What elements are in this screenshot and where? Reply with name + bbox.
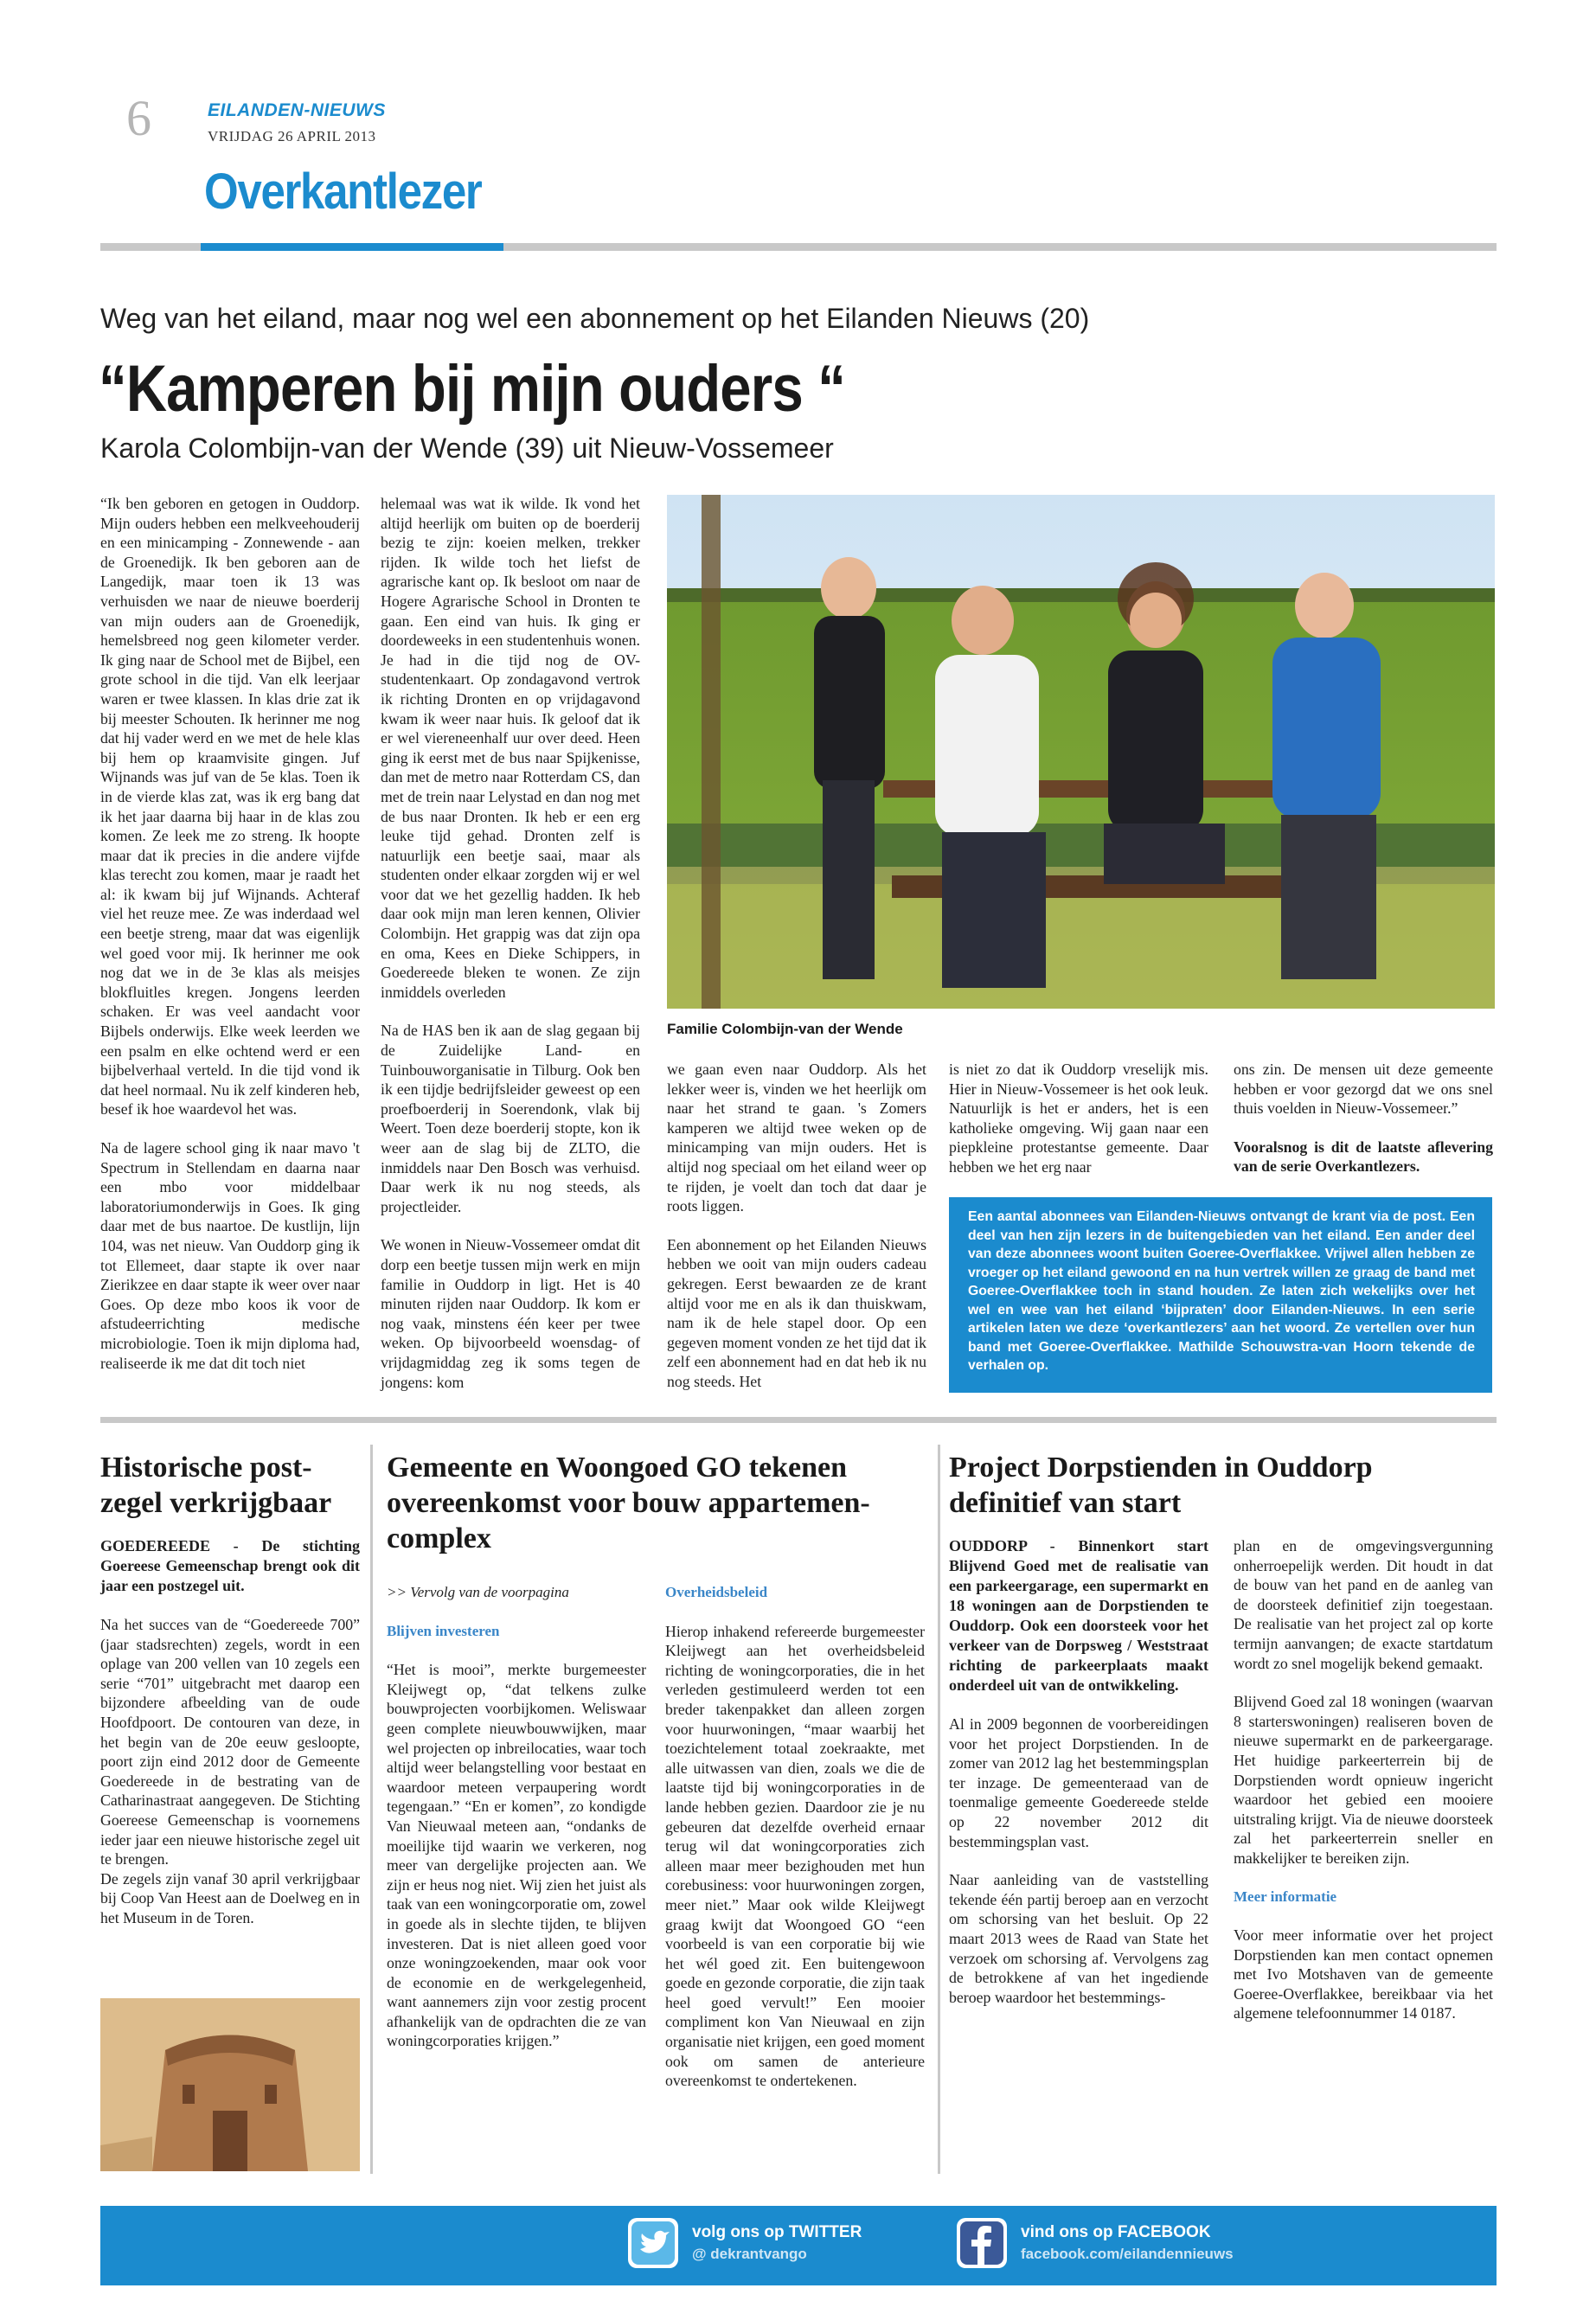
- twitter-handle: @ dekrantvango: [692, 2246, 807, 2262]
- subheading: Blijven investeren: [387, 1622, 500, 1639]
- column-divider: [370, 1445, 373, 2174]
- gemeente-headline: [387, 1450, 932, 1556]
- feature-column-4: [949, 1060, 1208, 1177]
- feature-byline: Karola Colombijn-van der Wende (39) uit Nieuw-Vossemeer: [100, 433, 834, 464]
- paragraph: Een abonnement op het Eilanden Nieuws hebben we ooit van mijn ouders cadeau gekregen. Eerst bewaarden ze de krant altijd voor me en als ik dan thuiskwam, nam ik de hele stapel door. Op een gegeven moment vonden ze het tijd dat ik zelf een abonnement had en dat heb ik nu nog steeds. Het: [667, 1235, 926, 1390]
- column-divider: [938, 1445, 940, 2174]
- paragraph: helemaal was wat ik wilde. Ik vond het altijd heerlijk om buiten op de boerderij bezig te zijn: koeien melken, trekker rijden. Ik wilde toch het liefst de agrarische kant op. Ik besloot om naar de Hogere Agrarische School in Dronten te gaan. Een eind van huis. Ik ging er doordeweeks in een studentenhuis wonen. Je had in die tijd nog de OV-studentenkaart. Op zondagavond vertrok ik richting Dronten en op vrijdagavond kwam ik weer naar huis. Ik geloof dat ik er wel viereneenhalf uur over deed. Heen ging ik eerst met de bus naar Spijkenisse, dan met de metro naar Rotterdam CS, dan met de trein naar Lelystad en dan nog met de bus naar Dronten. Ik heb er een erg leuke tijd gehad. Dronten zelf is natuurlijk een beetje saai, maar als studenten onder elkaar zorgden wij er wel voor dat we het gezellig hadden. Ik heb daar ook mijn man leren kennen, Olivier Colombijn. Het grappig was dat zijn opa en oma, Kees en Dieke Schippers, in Goedereede bleken te wonen. Ze zijn inmiddels overleden: [381, 495, 640, 1001]
- facebook-f-icon: [957, 2218, 1007, 2268]
- series-closing-note: Vooralsnog is dit de laatste aflevering van de serie Overkantlezers.: [1234, 1138, 1493, 1176]
- family-photo-illustration: [667, 495, 1495, 1009]
- project-column-b: [1234, 1536, 1493, 2023]
- article-lead: GOEDEREEDE - De stichting Goereese Gemeenschap brengt ook dit jaar een postzegel uit.: [100, 1537, 360, 1594]
- paragraph: “Het is mooi”, merkte burgemeester Kleijwegt op, “dat telkens zulke bouwprojecten voorbijkomen. Weliswaar geen complete nieuwbouwwijken, maar wel projecten op inbreilocaties, waar toch altijd weer belangstelling voor bestaat en waardoor meteen verpaupering wordt tegengaan.” “En er komen”, zo kondigde Van Nieuwaal meteen aan, “ondanks de moeilijke tijd waarin we verkeren, nog meer van dergelijke projecten aan. We zijn er heus nog niet. Wij zien het juist als taak van een woningcorporatie om, zowel in goede als in slechte tijden, te blijven investeren. Dat is niet alleen goed voor onze woningzoekenden, maar ook voor de economie en de werkgelegenheid, want aannemers zijn voor zestig procent afhankelijk van de opdrachten die ze van woningcorporaties krijgen.”: [387, 1661, 646, 2050]
- paragraph: Voor meer informatie over het project Dorpstienden kan men contact opnemen met Ivo Motshaven van de gemeente Goeree-Overflakkee, bereikbaar via het algemene telefoonnummer 14 0187.: [1234, 1926, 1493, 2022]
- paragraph: We wonen in Nieuw-Vossemeer omdat dit dorp een beetje tussen mijn werk en mijn familie in Ouddorp in ligt. Het is 40 minuten rijden naar Ouddorp. Ik kom er nog vaak, minstens één keer per twee weken. Op bijvoorbeeld woensdag- of vrijdagmiddag zeg ik soms tegen de jongens: kom: [381, 1236, 640, 1391]
- overkantlezer-infobox: [949, 1197, 1492, 1393]
- feature-kicker: Weg van het eiland, maar nog wel een abonnement op het Eilanden Nieuws (20): [100, 303, 1090, 334]
- paragraph: “Ik ben geboren en getogen in Ouddorp. Mijn ouders hebben een melkveehouderij en een minicamping - Zonnewende - aan de Groenedijk. Ik ben geboren aan de Langedijk, maar toen ik 13 was verhuisden we naar de nieuwe boerderij van mijn ouders aan de Groenedijk, hemelsbreed nog geen kilometer verder. Ik ging naar de School met de Bijbel, een grote school in die tijd. Van elk leerjaar waren er twee klassen. In klas drie zat ik bij meester Schouten. Ik herinner me nog dat hij vader werd en we met de hele klas bij hem op kraamvisite gingen. Juf Wijnands was juf van de 5e klas. Toen ik in de vierde klas zat, was ik erg bang dat ik het jaar daarna bij haar in de klas zou komen. Ze leek me zo streng. Ik hoopte maar dat ik precies in die andere vijfde klas terecht zou komen, maar je raadt het al: ik kwam bij juf Wijnands. Achteraf viel het reuze mee. Ze was inderdaad wel een beetje streng, maar dat was eigenlijk wel goed voor mij. Ik herinner me ook nog dat we in de 3e klas als meisjes blokfluitles kregen. Jongens leerden schaken. Er was veel aandacht voor Bijbels onderwijs. Elke week leerden we een psalm en elke ochtend werd er een bijbelverhaal verteld. In die tijd vond ik dat heel normaal. Nu ik zelf kinderen heb, besef ik hoe waardevol het was.: [100, 495, 360, 1118]
- horizontal-divider: [100, 1417, 1497, 1423]
- stamp-headline: [100, 1450, 360, 1521]
- feature-column-2: [381, 494, 640, 1392]
- paragraph: Al in 2009 begonnen de voorbereidingen voor het project Dorpstienden. In de zomer van 2012 lag het bestemmingsplan ter inzage. De gemeenteraad van de toenmalige gemeente Goedereede stelde op 22 november 2012 dit bestemmingsplan vast.: [949, 1715, 1208, 1850]
- headline-line: Gemeente en Woongoed GO tekenen: [387, 1452, 847, 1484]
- facebook-url: facebook.com/eilandennieuws: [1021, 2246, 1234, 2262]
- feature-column-1: [100, 494, 360, 1373]
- headline-line: overeenkomst voor bouw appartemen-: [387, 1487, 870, 1519]
- headline-line: Historische post-: [100, 1452, 312, 1484]
- feature-headline: “Kamperen bij mijn ouders “: [99, 352, 845, 426]
- paragraph: plan en de omgevingsvergunning onherroepelijk werden. Dit houdt in dat de bouw van het pand en de aanleg van de doorsteek definitief zijn toegestaan. De realisatie van het project zal op korte termijn aanvangen; de exacte startdatum wordt zo snel mogelijk bekend gemaakt.: [1234, 1537, 1493, 1672]
- paragraph: we gaan even naar Ouddorp. Als het lekker weer is, vinden we het heerlijk om naar het strand te gaan. 's Zomers kamperen we altijd twee weken op de minicamping van mijn ouders. Het is altijd nog speciaal om het eiland weer op te rijden, je voelt dan toch dat daar je roots liggen.: [667, 1061, 926, 1215]
- paragraph: Na de lagere school ging ik naar mavo 't Spectrum in Stellendam en daarna naar een mbo voor middelbaar laboratoriumonderwijs in Goes. Ik ging daar met de bus naartoe. De kustlijn, lijn 104, was net nieuw. Van Ouddorp ging ik tot Ellemeet, daar stapte ik over naar Zierikzee en daar stapte ik weer over naar Goes. Op deze mbo koos ik voor de afstudeerrichting medische microbiologie. Toen ik mijn diploma had, realiseerde ik me dat dit toch niet: [100, 1139, 360, 1372]
- twitter-link[interactable]: [628, 2218, 888, 2273]
- headline-line: definitief van start: [949, 1487, 1182, 1519]
- paper-name: EILANDEN-NIEUWS: [208, 100, 386, 120]
- feature-column-3: [667, 1060, 926, 1392]
- postage-stamp-photo: [100, 1998, 360, 2171]
- headline-line: zegel verkrijgbaar: [100, 1487, 332, 1519]
- headline-line: Project Dorpstienden in Ouddorp: [949, 1452, 1373, 1484]
- paragraph: Naar aanleiding van de vaststelling tekende één partij beroep aan en verzocht om schorsing van het besluit. Op 22 maart 2013 wees de Raad van State het verzoek om schorsing af. Vervolgens zag de betrokkene af van het ingediende beroep waardoor het bestemmings-: [949, 1871, 1208, 2006]
- twitter-bird-icon: [628, 2218, 678, 2268]
- family-photo: [667, 495, 1495, 1009]
- headline-line: complex: [387, 1522, 491, 1554]
- issue-date: VRIJDAG 26 APRIL 2013: [208, 128, 376, 144]
- hoofdpoort-tower-illustration: [100, 1998, 360, 2171]
- continued-from-front: >> Vervolg van de voorpagina: [387, 1584, 569, 1600]
- facebook-label: vind ons op FACEBOOK: [1021, 2223, 1211, 2241]
- subheading: Overheidsbeleid: [665, 1584, 768, 1600]
- subheading: Meer informatie: [1234, 1888, 1337, 1905]
- twitter-label: volg ons op TWITTER: [692, 2223, 862, 2241]
- gemeente-column-a: [387, 1583, 646, 2051]
- project-headline: [949, 1450, 1494, 1521]
- social-footer-bar: [100, 2206, 1497, 2285]
- page-number: 6: [126, 90, 151, 146]
- feature-column-5: [1234, 1060, 1493, 1176]
- infobox-text: Een aantal abonnees van Eilanden-Nieuws ontvangt de krant via de post. Een deel van hen zijn lezers in de buitengebieden van het eiland. Een ander deel van deze abonnees woont buiten Goeree-Overflakkee. Vrijwel allen hebben ze vroeger op het eiland gewoond en na hun vertrek willen ze graag de band met Goeree-Overflakkee toch in stand houden. Ze laten zich wekelijks over het wel en wee van het eiland ‘bijpraten’ door Eilanden-Nieuws. In een serie artikelen laten we deze ‘overkantlezers’ aan het woord. Ze vertellen over hun band met Goeree-Overflakkee. Mathilde Schouwstra-van Hoorn tekende de verhalen op.: [968, 1209, 1475, 1373]
- paragraph: Na de HAS ben ik aan de slag gegaan bij de Zuidelijke Land- en Tuinbouworganisatie in Tilburg. Ook ben ik een tijdje bedrijfsleider geweest op een proefboerderij in Soerendonk, vlak bij Weert. Toen deze boerderij stopte, kon ik weer aan de slag bij de ZLTO, die inmiddels naar Den Bosch was verhuisd. Daar werk ik nu nog steeds, als projectleider.: [381, 1022, 640, 1215]
- stamp-article-body: [100, 1536, 360, 1928]
- paragraph: Hierop inhakend refereerde burgemeester Kleijwegt aan het overheidsbeleid richting de woningcorporaties, die in het verleden gestimuleerd werden tot een breder takenpakket dan alleen zorgen voor huurwoningen, “maar waarbij het toezichtelement totaal zoekraakte, met alle uitwassen van dien, zoals we die de laatste tijd bij woningcorporaties in de lande hebben gezien. Daardoor zie je nu gebeuren dat dezelfde overheid ernaar terug wil dat woningcorporaties zich alleen maar meer bezighouden met hun corebusiness: voor huurwoningen zorgen, meer niet.” Maar ook wilde Kleijwegt graag kwijt dat Woongoed GO “een voorbeeld is van een corporatie bij wie het wél goed zit. Een buitengewoon goede en gezonde corporatie, die zijn taak heel goed vervult!” Een mooier compliment kon Van Nieuwaal en zijn organisatie niet krijgen, een goed moment ook om samen de anterieure overeenkomst te ondertekenen.: [665, 1622, 925, 2090]
- project-column-a: [949, 1536, 1208, 2007]
- photo-caption: Familie Colombijn-van der Wende: [667, 1021, 903, 1037]
- paragraph: Blijvend Goed zal 18 woningen (waarvan 8 starterswoningen) realiseren boven de nieuwe supermarkt en de parkeergarage. Het huidige parkeerterrein bij de Dorpstienden wordt opnieuw ingericht waardoor het gebied een mooiere uitstraling krijgt. Via de nieuwe doorsteek zal het parkeerterrein sneller en makkelijker te bereiken zijn.: [1234, 1693, 1493, 1867]
- paragraph: ons zin. De mensen uit deze gemeente hebben er voor gezorgd dat we ons snel thuis voelden in Nieuw-Vossemeer.”: [1234, 1061, 1493, 1118]
- paragraph: De zegels zijn vanaf 30 april verkrijgbaar bij Coop Van Heest aan de Doelweg en in het Museum in de Toren.: [100, 1869, 360, 1926]
- section-rule-accent: [201, 243, 503, 251]
- paragraph: Na het succes van de “Goedereede 700” (jaar stadsrechten) zegels, wordt in een oplage van 200 vellen van 10 zegels een serie “701” uitgebracht met daarop een bijzondere afbeelding van de oude Hoofdpoort. De contouren van deze, in het begin van de 20e eeuw gesloopte, poort zijn eind 2012 door de Gemeente Goedereede in de bestrating van de Catharinastraat aangegeven. De Stichting Goereese Gemeenschap is voornemens ieder jaar een nieuwe historische zegel uit te brengen.: [100, 1616, 360, 1868]
- facebook-link[interactable]: [957, 2218, 1268, 2273]
- gemeente-column-b: [665, 1583, 925, 2091]
- section-title: Overkantlezer: [204, 163, 482, 220]
- article-lead: OUDDORP - Binnenkort start Blijvend Goed met de realisatie van een parkeergarage, een supermarkt en 18 woningen aan de Dorpstienden te Ouddorp. Ook een doorsteek voor het verkeer van de Dorpsweg / Weststraat richting de parkeerplaats maakt onderdeel uit van de ontwikkeling.: [949, 1537, 1208, 1694]
- paragraph: is niet zo dat ik Ouddorp vreselijk mis. Hier in Nieuw-Vossemeer is het ook leuk. Natuurlijk is het er anders, het is een katholieke omgeving. Wij gaan naar een piepkleine protestantse gemeente. Daar hebben we het erg naar: [949, 1061, 1208, 1176]
